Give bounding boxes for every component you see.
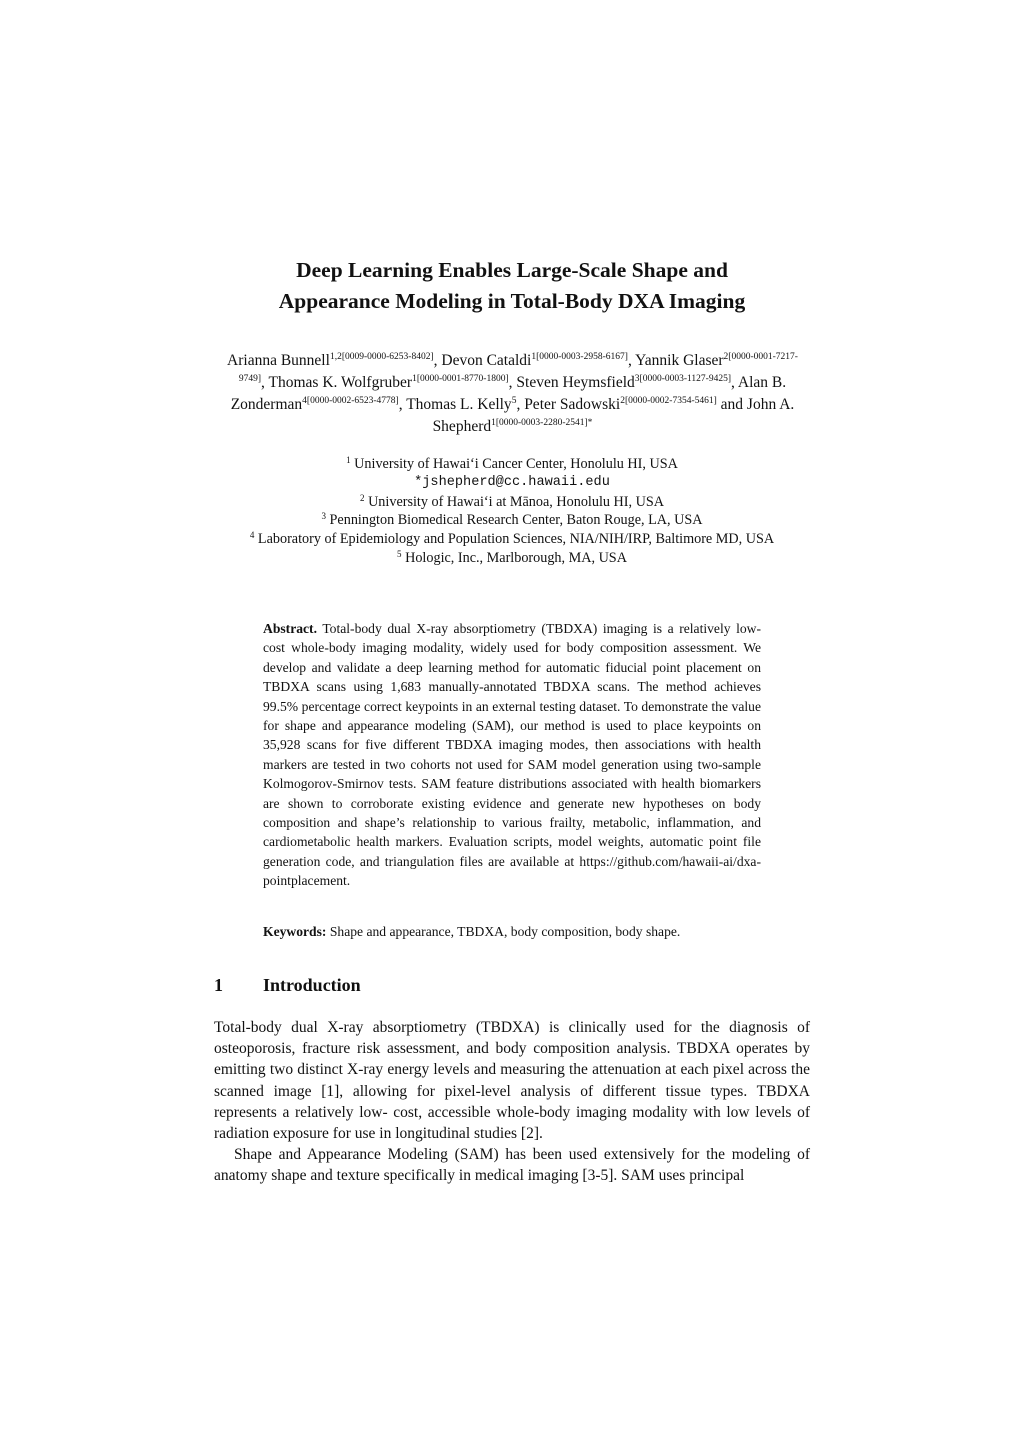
affiliation-number: 2 — [360, 492, 365, 503]
affiliation-item: $^5$ Hologic, Inc., Marlborough, MA, USA — [397, 548, 627, 566]
abstract-label: Abstract. — [263, 621, 317, 636]
paper-title — [150, 255, 874, 317]
paragraph: Total-body dual X-ray absorptiometry (TBDXA) is clinically used for the diagnosis of osteoporosis, fracture risk assessment, and body composition analysis. TBDXA operates by emitting two distinct X-ray energy levels and measuring the attenuation at each pixel across the scanned image [1], allowing for pixel-level analysis of different tissue types. TBDXA represents a relatively low- cost, accessible whole-body imaging modality with low levels of radiation exposure for use in longitudinal studies [2]. — [214, 1019, 810, 1143]
affiliation-number: 3 — [321, 511, 326, 522]
paragraph: Shape and Appearance Modeling (SAM) has been used extensively for the modeling of anatomy shape and texture specifically in medical imaging [3-5]. SAM uses principal — [214, 1146, 810, 1185]
section-heading-introduction — [214, 973, 614, 997]
abstract-text: Total-body dual X-ray absorptiometry (TBDXA) imaging is a relatively low-cost whole-body imaging modality, widely used for body composition assessment. We develop and validate a deep learning method for automatic fiducial point placement on TBDXA scans using 1,683 manually-annotated TBDXA scans. The method achieves 99.5% percentage correct keypoints in an external testing dataset. To demonstrate the value for shape and appearance modeling (SAM), our method is used to place keypoints on 35,928 scans for five different TBDXA imaging modes, then associations with health markers are tested in two cohorts not used for SAM model generation using two-sample Kolmogorov-Smirnov tests. SAM feature distributions associated with health biomarkers are shown to corroborate existing evidence and generate new hypotheses on body composition and shape’s relationship to various frailty, metabolic, inflammation, and cardiometabolic health markers. Evaluation scripts, model weights, automatic point file generation code, and triangulation files are available at https://github.com/hawaii-ai/dxa-pointplacement. — [263, 621, 762, 889]
author-affiliation-orcid: 1[0000-0001-8770-1800] — [412, 374, 509, 384]
introduction-body — [214, 1017, 810, 1187]
title-line-1: Deep Learning Enables Large-Scale Shape and — [296, 258, 728, 282]
affiliation-item: $^3$ Pennington Biomedical Research Center, Baton Rouge, LA, USA — [321, 511, 703, 529]
author-name: Alan B. Zonderman — [230, 374, 787, 413]
keywords-block — [263, 922, 761, 941]
author-name: Arianna Bunnell — [227, 352, 330, 369]
affiliation-number: 5 — [397, 548, 402, 559]
author-name: Peter Sadowski — [524, 396, 621, 413]
affiliation-item: $^1$ University of Hawai‘i Cancer Center, Honolulu HI, USA — [346, 455, 678, 472]
author-affiliation-orcid: 4[0000-0002-6523-4778] — [302, 396, 399, 406]
author-name: Steven Heymsfield — [516, 374, 635, 391]
author-affiliation-orcid: 1[0000-0003-2958-6167] — [531, 352, 628, 362]
corresponding-email[interactable]: *jshepherd@cc.hawaii.edu — [414, 474, 610, 490]
affiliation-number: 1 — [346, 455, 351, 465]
affiliation-item: $^4$ Laboratory of Epidemiology and Population Sciences, NIA/NIH/IRP, Baltimore MD, USA — [249, 530, 775, 548]
author-affiliation-orcid: 2[0000-0001-7217-9749] — [238, 352, 798, 384]
keywords-text: Shape and appearance, TBDXA, body composition, body shape. — [329, 924, 681, 939]
author-affiliation-orcid: 5 — [511, 396, 517, 406]
section-number: 1 — [214, 975, 223, 995]
keywords-label: Keywords: — [263, 924, 327, 939]
affiliation-list — [150, 455, 874, 568]
title-line-2: Appearance Modeling in Total-Body DXA Imaging — [278, 289, 746, 313]
author-list: Arianna Bunnell$^{1,2[0009-0000-6253-8402]}$, Devon Cataldi$^{1[0000-0003-2958-6167]}$, Yannik Glaser$^{2[0000-0001-7217-9749]}$, Thomas K. Wolfgruber$^{1[0000-0001-8770-1800]}$, Steven Heymsfield$^{3[0000-0003-1127-9425]}$, Alan B. Zonderman$^{4[0000-0002-6523-4778]}$, Thomas L. Kelly$^5$, Peter Sadowski$^{2[0000-0002-7354-5461]}$ and John A. Shepherd$^{1[0000-0003-2280-2541]*}$ — [227, 352, 798, 435]
affiliation-item: $^2$ University of Hawai‘i at Mānoa, Honolulu HI, USA — [360, 492, 664, 510]
section-title: Introduction — [263, 975, 361, 995]
author-name: Yannik Glaser — [635, 352, 724, 369]
author-name: Thomas K. Wolfgruber — [268, 374, 413, 391]
author-affiliation-orcid: 3[0000-0003-1127-9425] — [634, 374, 731, 384]
author-name: John A. Shepherd — [432, 396, 795, 435]
abstract-block — [263, 619, 761, 891]
author-name: Devon Cataldi — [441, 352, 532, 369]
author-affiliation-orcid: 2[0000-0002-7354-5461] — [620, 396, 717, 406]
author-affiliation-orcid: 1,2[0009-0000-6253-8402] — [329, 352, 434, 362]
author-name: Thomas L. Kelly — [406, 396, 512, 413]
affiliation-number: 4 — [249, 530, 255, 541]
author-affiliation-orcid: 1[0000-0003-2280-2541]* — [491, 418, 593, 428]
